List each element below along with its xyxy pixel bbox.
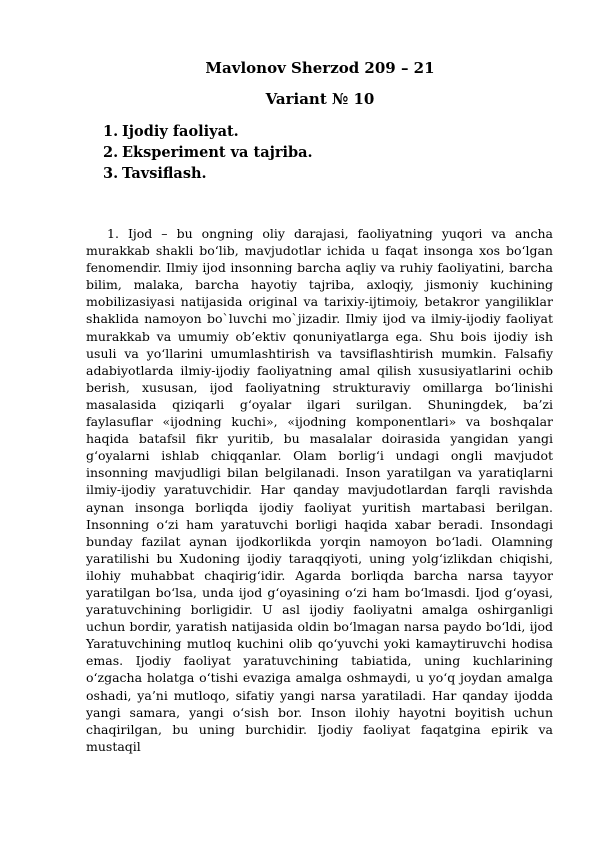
- topic-item: [103, 163, 313, 184]
- topics-list: [103, 121, 313, 184]
- author-heading: Mavlonov Sherzod 209 – 21: [205, 59, 435, 77]
- topic-text: Tavsiflash.: [122, 165, 207, 182]
- topic-item: [103, 121, 313, 142]
- topic-number: 1.: [103, 123, 119, 140]
- topic-item: [103, 142, 313, 163]
- variant-heading: Variant № 10: [265, 90, 375, 108]
- topic-text: Eksperiment va tajriba.: [122, 144, 313, 161]
- topic-text: Ijodiy faoliyat.: [122, 123, 239, 140]
- topic-number: 3.: [103, 165, 119, 182]
- topic-number: 2.: [103, 144, 119, 161]
- body-paragraph: 1. Ijod – bu ongning oliy darajasi, faoliyatning yuqori va ancha murakkab shakli bo‘lib, mavjudotlar ichida u faqat insonga xos bo‘lgan fenomendir. Ilmiy ijod insonning barcha aqliy va ruhiy faoliyatini, barcha bilim, malaka, barcha hayotiy tajriba, axloqiy, jismoniy kuchining mobilizasiyasi natijasida original va tarixiy-ijtimoiy, betakror yangiliklar shaklida namoyon bo`luvchi mo`jizadir. Ilmiy ijod va ilmiy-ijodiy faoliyat murakkab va umumiy ob’ektiv qonuniyatlarga ega. Shu bois ijodiy ish usuli va yo‘llarini umumlashtirish va tavsiflashtirish mumkin. Falsafiy adabiyotlarda ilmiy-ijodiy faoliyatning amal qilish xususiyatlarini ochib berish, xususan, ijod faoliyatning strukturaviy omillarga bo‘linishi masalasida qiziqarli g‘oyalar ilgari surilgan. Shuningdek, ba’zi faylasuflar «ijodning kuchi», «ijodning komponentlari» va boshqalar haqida batafsil fikr yuritib, bu masalalar doirasida yangidan yangi g‘oyalarni ishlab chiqqanlar. Olam borlig‘i undagi ongli mavjudot insonning mavjudligi bilan belgilanadi. Inson yaratilgan va yaratiqlarni ilmiy-ijodiy yaratuvchidir. Har qanday mavjudotlardan farqli ravishda aynan insonga borliqda ijodiy faoliyat yuritish martabasi berilgan. Insonning o‘zi ham yaratuvchi borligi haqida xabar beradi. Insondagi bunday fazilat aynan ijodkorlikda yorqin namoyon bo‘ladi. Olamning yaratilishi bu Xudoning ijodiy taraqqiyoti, uning yolg‘izlikdan chiqishi, ilohiy muhabbat chaqirig‘idir. Agarda borliqda barcha narsa tayyor yaratilgan bo‘lsa, unda ijod g‘oyasining o‘zi ham bo‘lmasdi. Ijod g‘oyasi, yaratuvchining borligidir. U asl ijodiy faoliyatni amalga oshirganligi uchun bordir, yaratish natijasida oldin bo‘lmagan narsa paydo bo‘ldi, ijod Yaratuvchining mutloq kuchini olib qo‘yuvchi yoki kamaytiruvchi hodisa emas. Ijodiy faoliyat yaratuvchining tabiatida, uning kuchlarining o‘zgacha holatga o‘tishi evaziga amalga oshmaydi, u yo‘q joydan amalga oshadi, ya’ni mutloqo, sifatiy yangi narsa yaratiladi. Har qanday ijodda yangi samara, yangi o‘sish bor. Inson ilohiy hayotni boyitish uchun chaqirilgan, bu uning burchidir. Ijodiy faoliyat faqatgina epirik va mustaqil: [86, 226, 553, 754]
